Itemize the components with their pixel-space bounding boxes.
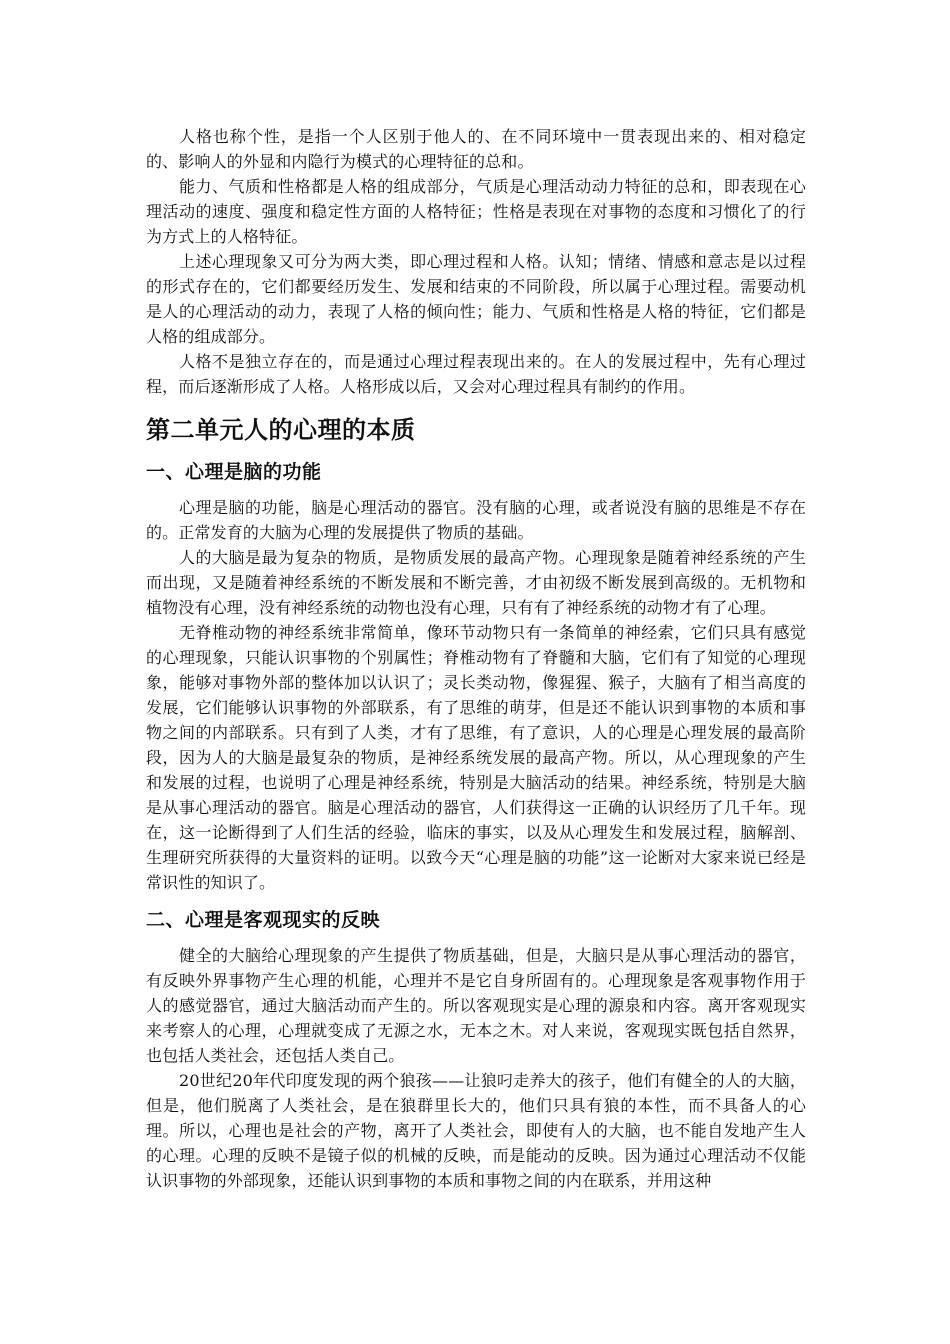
section-1-paragraph-2: 人的大脑是最为复杂的物质，是物质发展的最高产物。心理现象是随着神经系统的产生而出现，又是随着神经系统的不断发展和不断完善，才由初级不断发展到高级的。无机物和植物没有心理，没有神经系统的动物也没有心理，只有有了神经系统的动物才有了心理。 — [146, 548, 806, 617]
section-1-paragraph-1: 心理是脑的功能，脑是心理活动的器官。没有脑的心理，或者说没有脑的思维是不存在的。正常发育的大脑为心理的发展提供了物质的基础。 — [146, 498, 806, 542]
intro-paragraph-1: 人格也称个性，是指一个人区别于他人的、在不同环境中一贯表现出来的、相对稳定的、影响人的外显和内隐行为模式的心理特征的总和。 — [146, 127, 806, 171]
intro-paragraph-3: 上述心理现象又可分为两大类，即心理过程和人格。认知；情绪、情感和意志是以过程的形式存在的，它们都要经历发生、发展和结束的不同阶段，所以属于心理过程。需要动机是人的心理活动的动力，表现了人格的倾向性；能力、气质和性格是人格的特征，它们都是人格的组成部分。 — [146, 252, 806, 346]
document-body — [146, 124, 806, 1193]
intro-paragraph-4: 人格不是独立存在的，而是通过心理过程表现出来的。在人的发展过程中，先有心理过程，而后逐渐形成了人格。人格形成以后，又会对心理过程具有制约的作用。 — [146, 352, 806, 396]
section-1-title: 一、心理是脑的功能 — [146, 461, 322, 483]
section-2-paragraph-2: 20世纪20年代印度发现的两个狼孩——让狼叼走养大的孩子，他们有健全的人的大脑，但是，他们脱离了人类社会，是在狼群里长大的，他们只具有狼的本性，而不具备人的心理。所以，心理也是社会的产物，离开了人类社会，即使有人的大脑，也不能自发地产生人的心理。心理的反映不是镜子似的机械的反映，而是能动的反映。因为通过心理活动不仅能认识事物的外部现象，还能认识到事物的本质和事物之间的内在联系，并用这种 — [146, 1071, 806, 1190]
intro-paragraph-2: 能力、气质和性格都是人格的组成部分，气质是心理活动动力特征的总和，即表现在心理活动的速度、强度和稳定性方面的人格特征；性格是表现在对事物的态度和习惯化了的行为方式上的人格特征。 — [146, 177, 806, 246]
section-2-paragraph-1: 健全的大脑给心理现象的产生提供了物质基础，但是，大脑只是从事心理活动的器官，有反映外界事物产生心理的机能，心理并不是它自身所固有的。心理现象是客观事物作用于人的感觉器官，通过大脑活动而产生的。所以客观现实是心理的源泉和内容。离开客观现实来考察人的心理，心理就变成了无源之水，无本之木。对人来说，客观现实既包括自然界，也包括人类社会，还包括人类自己。 — [146, 946, 806, 1065]
section-1-paragraph-3: 无脊椎动物的神经系统非常简单，像环节动物只有一条简单的神经索，它们只具有感觉的心理现象，只能认识事物的个别属性；脊椎动物有了脊髓和大脑，它们有了知觉的心理现象，能够对事物外部的整体加以认识了；灵长类动物，像猩猩、猴子，大脑有了相当高度的发展，它们能够认识事物的外部联系，有了思维的萌芽，但是还不能认识到事物的本质和事物之间的内部联系。只有到了人类，才有了思维，有了意识，人的心理是心理发展的最高阶段，因为人的大脑是最复杂的物质，是神经系统发展的最高产物。所以，从心理现象的产生和发展的过程，也说明了心理是神经系统，特别是大脑活动的结果。神经系统，特别是大脑是从事心理活动的器官。脑是心理活动的器官，人们获得这一正确的认识经历了几千年。现在，这一论断得到了人们生活的经验，临床的事实，以及从心理发生和发展过程，脑解剖、生理研究所获得的大量资料的证明。以致今天“心理是脑的功能”这一论断对大家来说已经是常识性的知识了。 — [146, 623, 806, 892]
section-2-title: 二、心理是客观现实的反映 — [146, 909, 381, 931]
unit-title: 第二单元人的心理的本质 — [146, 416, 416, 444]
